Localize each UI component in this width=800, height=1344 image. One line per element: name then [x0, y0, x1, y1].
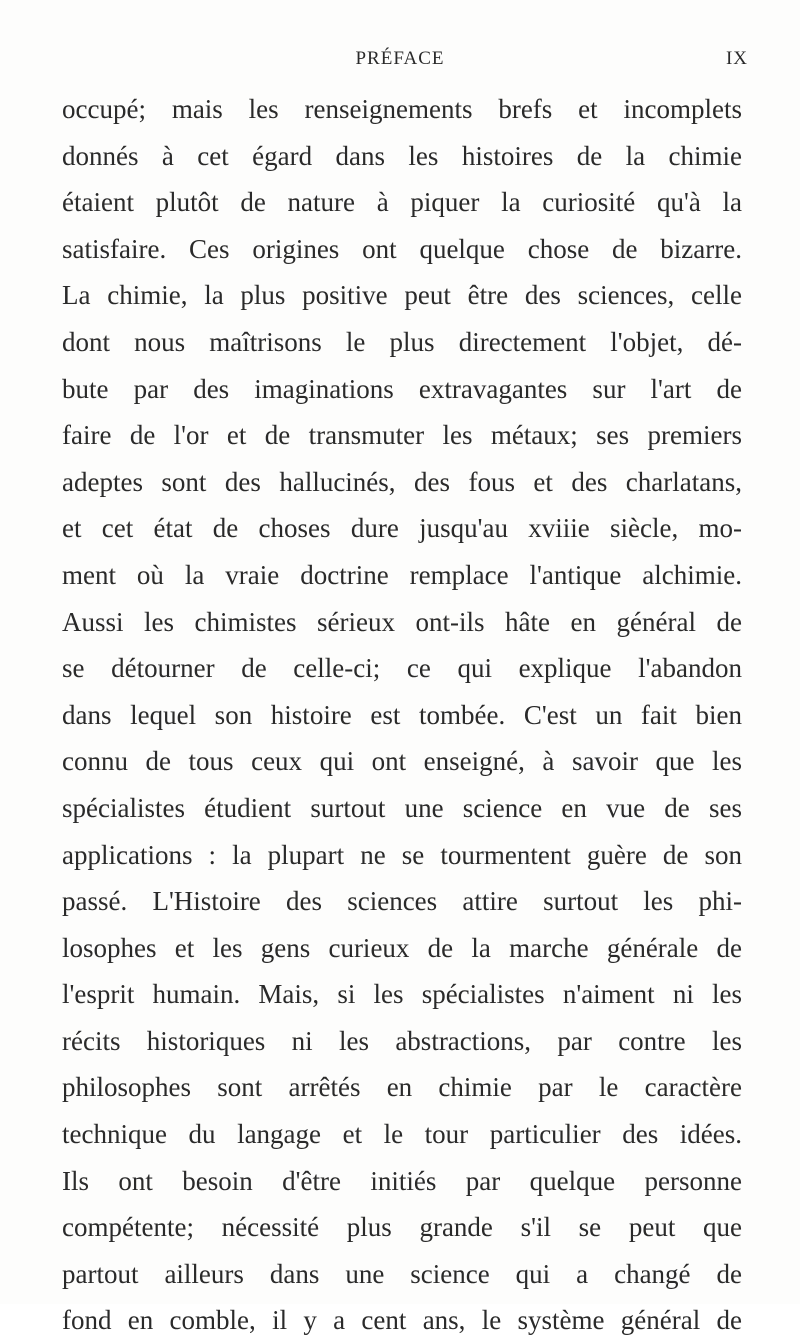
text-line: compétente; nécessité plus grande s'il se peut que [62, 1212, 742, 1243]
text-line: partout ailleurs dans une science qui a changé de [62, 1258, 742, 1289]
text-line: dans lequel son histoire est tombée. C'est un fait bien [62, 699, 742, 730]
text-line: Aussi les chimistes sérieux ont-ils hâte en général de [62, 606, 742, 637]
text-line: dont nous maîtrisons le plus directement l'objet, dé- [62, 326, 742, 357]
text-line: spécialistes étudient surtout une science en vue de ses [62, 792, 742, 823]
text-line: losophes et les gens curieux de la marche générale de [62, 932, 742, 963]
text-line: ment où la vraie doctrine remplace l'antique alchimie. [62, 559, 742, 590]
body-text [62, 86, 742, 1344]
text-line: bute par des imaginations extravagantes sur l'art de [62, 373, 742, 404]
text-line: philosophes sont arrêtés en chimie par le caractère [62, 1072, 742, 1103]
text-line: technique du langage et le tour particulier des idées. [62, 1119, 742, 1150]
text-line: satisfaire. Ces origines ont quelque chose de bizarre. [62, 233, 742, 264]
text-line: applications : la plupart ne se tourmentent guère de son [62, 839, 742, 870]
text-line: adeptes sont des hallucinés, des fous et des charlatans, [62, 466, 742, 497]
text-line: occupé; mais les renseignements brefs et incomplets [62, 94, 742, 124]
text-line: La chimie, la plus positive peut être des sciences, celle [62, 280, 742, 311]
text-line: et cet état de choses dure jusqu'au xviiie siècle, mo- [62, 513, 742, 544]
page-number: IX [725, 48, 748, 69]
text-line: connu de tous ceux qui ont enseigné, à savoir que les [62, 746, 742, 777]
text-line: passé. L'Histoire des sciences attire surtout les phi- [62, 886, 742, 917]
text-line: faire de l'or et de transmuter les métaux; ses premiers [62, 420, 742, 451]
text-line: donnés à cet égard dans les histoires de la chimie [62, 140, 742, 171]
text-line: fond en comble, il y a cent ans, le système général de [62, 1305, 742, 1336]
text-line: étaient plutôt de nature à piquer la curiosité qu'à la [62, 187, 742, 218]
text-line: Ils ont besoin d'être initiés par quelque personne [62, 1165, 742, 1196]
text-line: récits historiques ni les abstractions, par contre les [62, 1025, 742, 1056]
text-line: l'esprit humain. Mais, si les spécialistes n'aiment ni les [62, 979, 742, 1010]
text-line: se détourner de celle-ci; ce qui explique l'abandon [62, 653, 742, 684]
running-head-title: PRÉFACE [355, 48, 445, 69]
running-head [0, 48, 800, 74]
